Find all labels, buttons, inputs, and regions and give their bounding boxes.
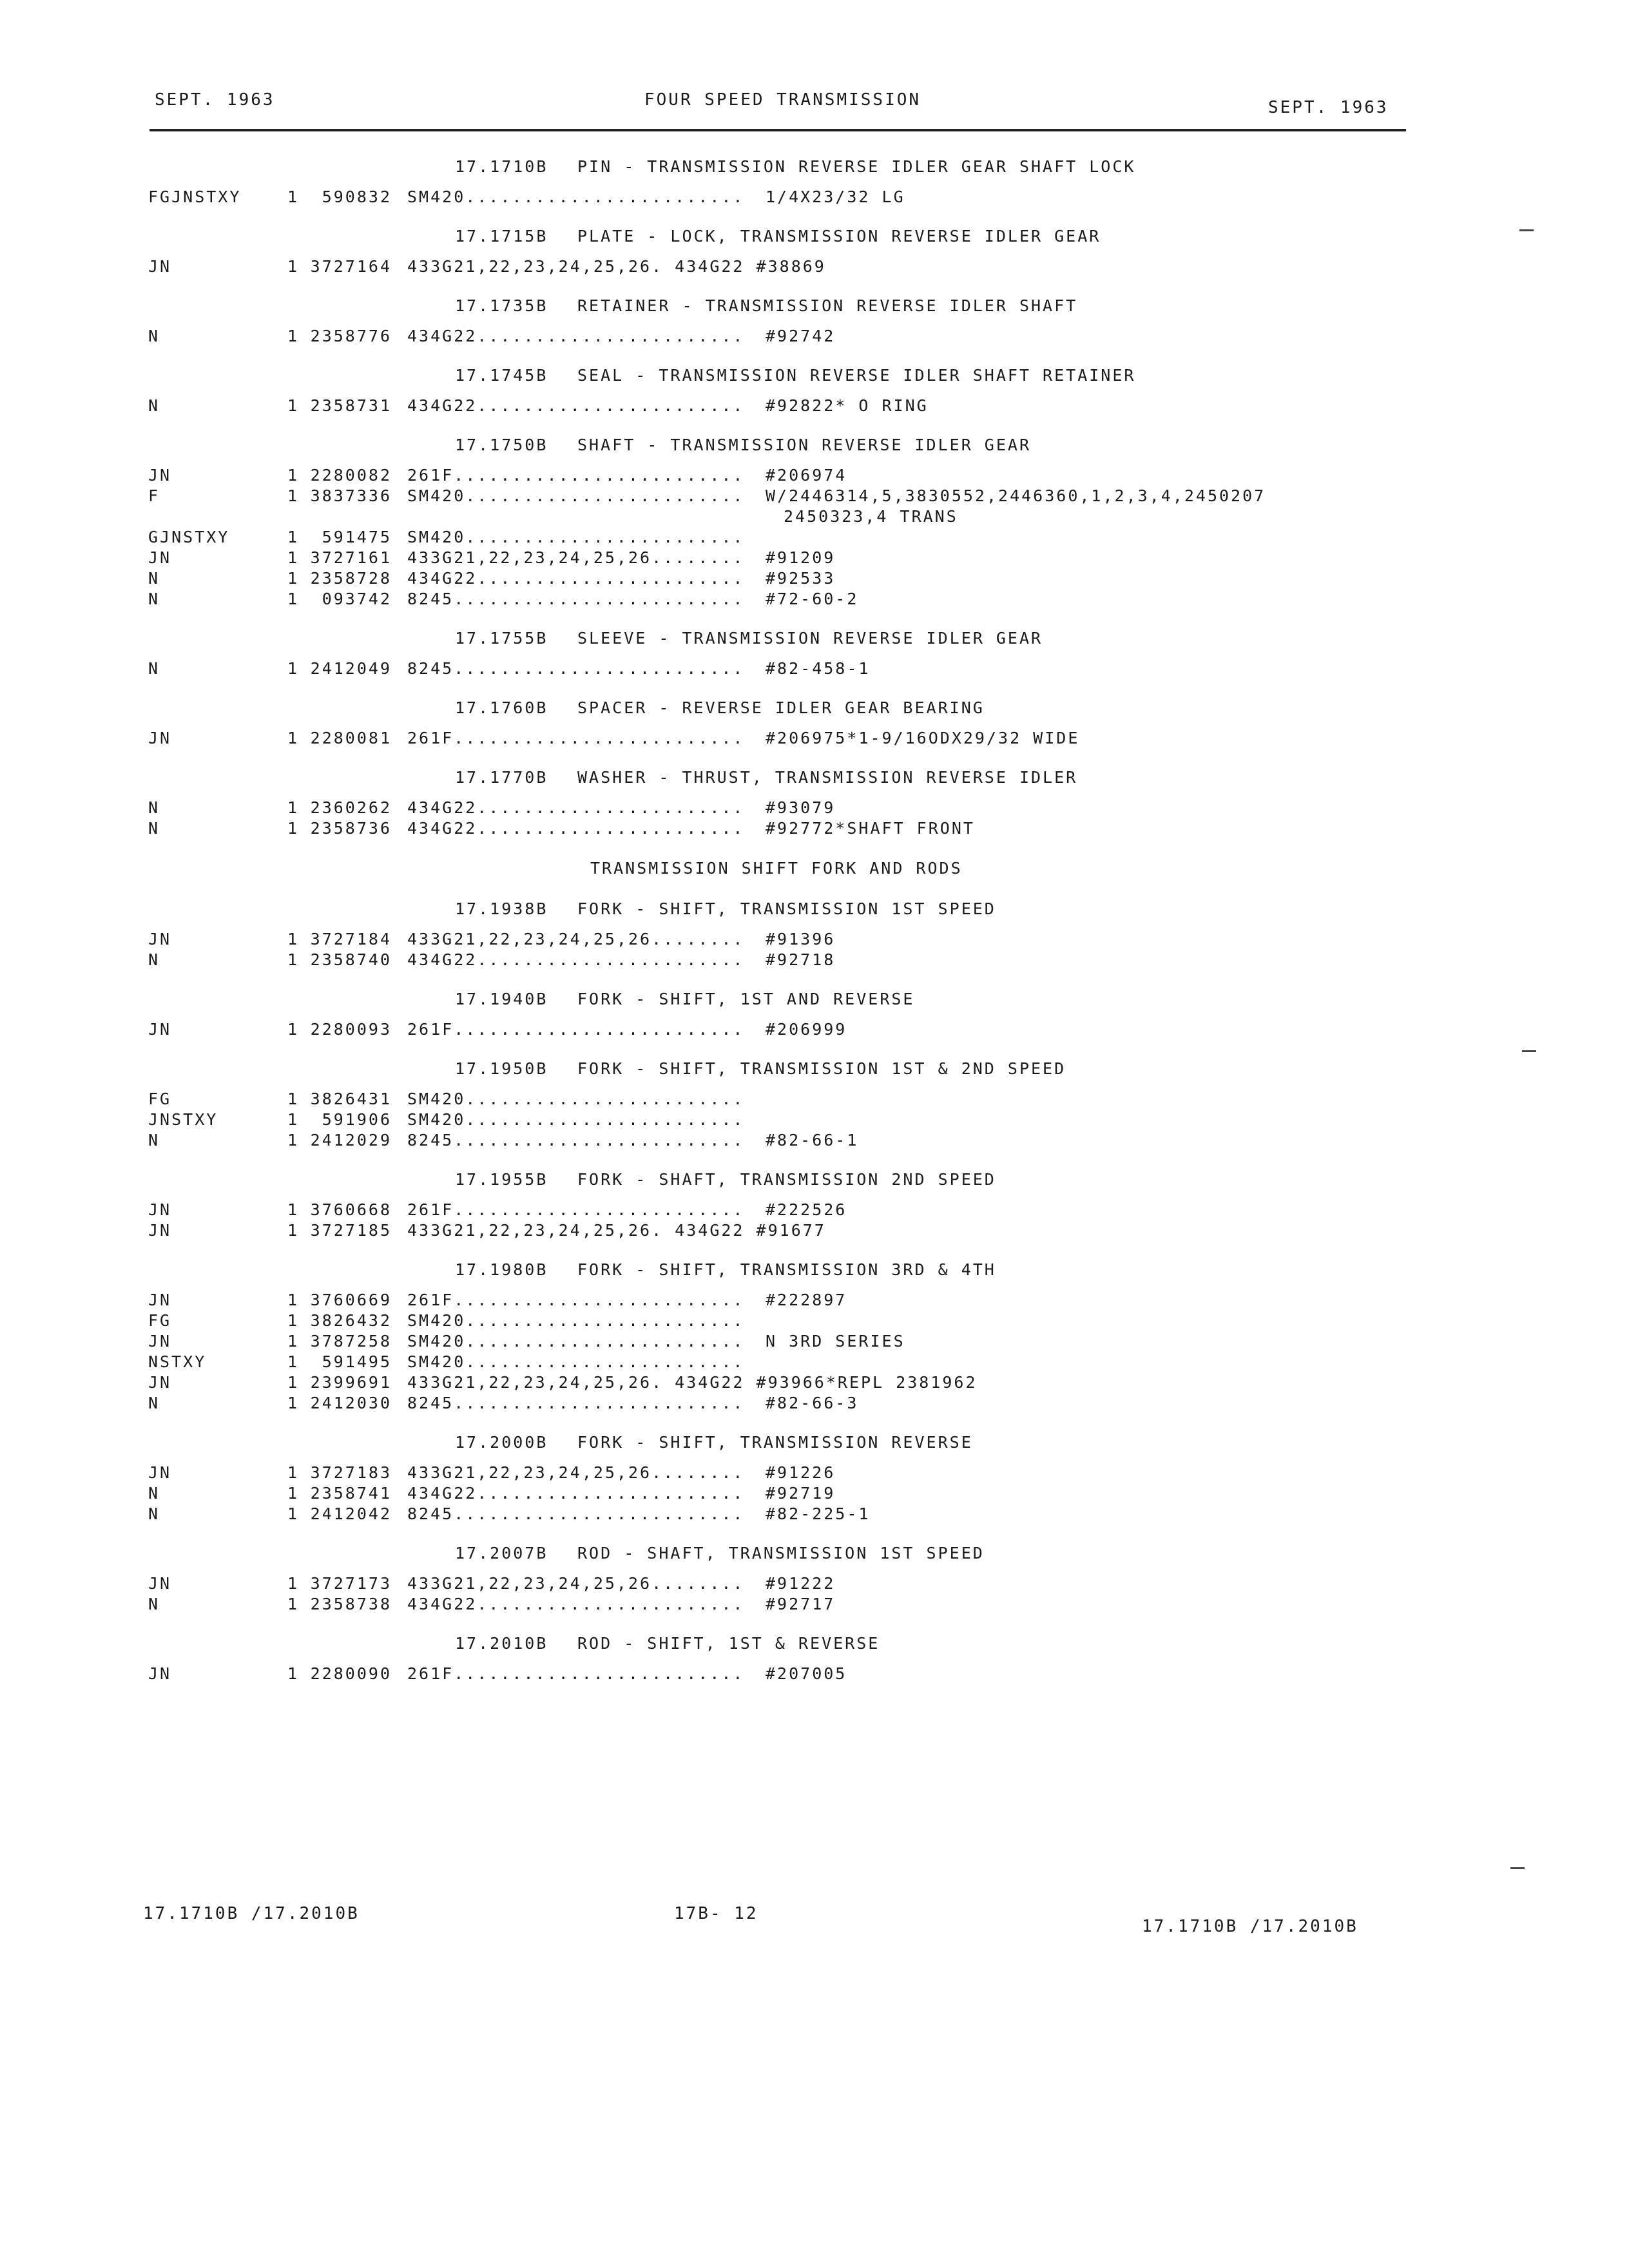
- section-description: FORK - SHIFT, TRANSMISSION 3RD & 4TH: [577, 1260, 996, 1279]
- applicability-codes: FGJNSTXY: [148, 187, 242, 206]
- part-row: [146, 1573, 1422, 1594]
- quantity: 1: [287, 1332, 300, 1350]
- part-note: #92772*SHAFT FRONT: [766, 819, 975, 838]
- quantity: 1: [287, 1463, 300, 1482]
- model-applicability: 261F.........................: [407, 466, 745, 485]
- quantity: 1: [287, 590, 300, 608]
- part-number: 591475: [322, 528, 392, 546]
- applicability-codes: N: [148, 1595, 160, 1613]
- part-row: [146, 1290, 1422, 1311]
- quantity: 1: [287, 1311, 300, 1330]
- part-row: [146, 568, 1422, 589]
- part-row: [146, 1019, 1422, 1040]
- applicability-codes: JNSTXY: [148, 1110, 218, 1129]
- part-row: [146, 1393, 1422, 1414]
- parts-section: [146, 889, 1422, 970]
- section-description: SPACER - REVERSE IDLER GEAR BEARING: [577, 698, 985, 717]
- applicability-codes: FG: [148, 1090, 172, 1108]
- quantity: 1: [287, 1221, 300, 1240]
- applicability-codes: JN: [148, 930, 172, 948]
- section-code: 17.2010B: [455, 1634, 548, 1653]
- section-description: ROD - SHIFT, 1ST & REVERSE: [577, 1634, 880, 1653]
- applicability-codes: N: [148, 819, 160, 838]
- model-applicability: 261F.........................: [407, 729, 745, 747]
- parts-section: [146, 286, 1422, 347]
- part-row: [146, 465, 1422, 486]
- model-applicability: SM420........................: [407, 1110, 745, 1129]
- applicability-codes: JN: [148, 1332, 172, 1350]
- part-note: #82-66-1: [766, 1131, 859, 1149]
- section-title: [146, 425, 1422, 465]
- part-row: [146, 506, 1422, 527]
- model-applicability: 261F.........................: [407, 1020, 745, 1039]
- part-row: [146, 929, 1422, 950]
- section-description: FORK - SHIFT, TRANSMISSION REVERSE: [577, 1433, 973, 1452]
- model-applicability: 434G22.......................: [407, 396, 745, 415]
- model-applicability: 8245.........................: [407, 590, 745, 608]
- part-row: [146, 486, 1422, 506]
- section-code: 17.1980B: [455, 1260, 548, 1279]
- model-applicability: 8245.........................: [407, 1131, 745, 1149]
- part-number: 3727183: [310, 1463, 392, 1482]
- part-row: [146, 396, 1422, 416]
- parts-section: [146, 1250, 1422, 1414]
- margin-mark: [1519, 229, 1534, 231]
- model-applicability: 434G22.......................: [407, 569, 745, 588]
- section-description: SHAFT - TRANSMISSION REVERSE IDLER GEAR: [577, 436, 1031, 454]
- model-applicability: SM420........................: [407, 187, 745, 206]
- part-row: [146, 1504, 1422, 1524]
- model-applicability: 8245.........................: [407, 659, 745, 678]
- section-code: 17.1770B: [455, 768, 548, 787]
- part-number: 2412030: [310, 1394, 392, 1412]
- footer-range-right: 17.1710B /17.2010B: [1142, 1917, 1358, 1936]
- applicability-codes: N: [148, 396, 160, 415]
- section-description: PLATE - LOCK, TRANSMISSION REVERSE IDLER GEAR: [577, 227, 1101, 245]
- model-applicability: SM420........................: [407, 1090, 745, 1108]
- applicability-codes: JN: [148, 257, 172, 276]
- quantity: 1: [287, 1484, 300, 1503]
- section-title: [146, 758, 1422, 798]
- part-number: 2358741: [310, 1484, 392, 1503]
- part-row: [146, 1089, 1422, 1110]
- model-applicability: SM420........................: [407, 486, 745, 505]
- section-title: [146, 1624, 1422, 1664]
- part-number: 3727173: [310, 1574, 392, 1593]
- section-code: 17.1715B: [455, 227, 548, 245]
- part-row: [146, 1664, 1422, 1684]
- margin-mark: [1522, 1050, 1536, 1052]
- section-description: PIN - TRANSMISSION REVERSE IDLER GEAR SHAFT LOCK: [577, 157, 1136, 176]
- section-description: FORK - SHIFT, TRANSMISSION 1ST & 2ND SPEED: [577, 1059, 1066, 1078]
- applicability-codes: N: [148, 1504, 160, 1523]
- section-code: 17.1760B: [455, 698, 548, 717]
- applicability-codes: FG: [148, 1311, 172, 1330]
- quantity: 1: [287, 819, 300, 838]
- part-row: [146, 1352, 1422, 1372]
- model-applicability: 434G22.......................: [407, 1484, 745, 1503]
- part-row: [146, 1311, 1422, 1331]
- quantity: 1: [287, 1020, 300, 1039]
- part-row: [146, 1110, 1422, 1130]
- parts-section: [146, 688, 1422, 749]
- part-number: 3760668: [310, 1200, 392, 1219]
- parts-section: [146, 1423, 1422, 1524]
- page-number: 17B- 12: [674, 1904, 758, 1923]
- part-note: W/2446314,5,3830552,2446360,1,2,3,4,2450207: [766, 486, 1266, 505]
- section-title: [146, 1250, 1422, 1290]
- section-code: 17.2007B: [455, 1544, 548, 1562]
- quantity: 1: [287, 1090, 300, 1108]
- part-number: 590832: [322, 187, 392, 206]
- part-note: #91222: [766, 1574, 836, 1593]
- part-note: #72-60-2: [766, 590, 859, 608]
- part-note: 1/4X23/32 LG: [766, 187, 905, 206]
- quantity: 1: [287, 1373, 300, 1392]
- quantity: 1: [287, 548, 300, 567]
- model-applicability: 8245.........................: [407, 1394, 745, 1412]
- part-note: #92742: [766, 327, 836, 345]
- section-code: 17.2000B: [455, 1433, 548, 1452]
- part-note: #206999: [766, 1020, 847, 1039]
- part-row: [146, 1200, 1422, 1220]
- section-description: FORK - SHAFT, TRANSMISSION 2ND SPEED: [577, 1170, 996, 1189]
- part-note: #91396: [766, 930, 836, 948]
- applicability-codes: JN: [148, 1020, 172, 1039]
- applicability-codes: JN: [148, 729, 172, 747]
- applicability-codes: N: [148, 590, 160, 608]
- part-note: #92717: [766, 1595, 836, 1613]
- quantity: 1: [287, 1110, 300, 1129]
- part-number: 2280082: [310, 466, 392, 485]
- section-title: [146, 147, 1422, 187]
- part-number: 2399691: [310, 1373, 392, 1392]
- applicability-codes: JN: [148, 1221, 172, 1240]
- part-note: 2450323,4 TRANS: [784, 507, 958, 526]
- model-applicability: 8245.........................: [407, 1504, 745, 1523]
- model-applicability: 261F.........................: [407, 1200, 745, 1219]
- part-number: 3727161: [310, 548, 392, 567]
- applicability-codes: JN: [148, 466, 172, 485]
- section-description: ROD - SHAFT, TRANSMISSION 1ST SPEED: [577, 1544, 985, 1562]
- model-applicability: 434G22.......................: [407, 798, 745, 817]
- part-number: 3727184: [310, 930, 392, 948]
- section-title: [146, 688, 1422, 728]
- part-number: 3727185: [310, 1221, 392, 1240]
- part-note: #93079: [766, 798, 836, 817]
- section-description: FORK - SHIFT, 1ST AND REVERSE: [577, 990, 915, 1008]
- part-row: [146, 950, 1422, 970]
- applicability-codes: N: [148, 1484, 160, 1503]
- section-title: [146, 1423, 1422, 1463]
- applicability-codes: N: [148, 327, 160, 345]
- group-heading: TRANSMISSION SHIFT FORK AND RODS: [590, 859, 963, 878]
- part-row: [146, 527, 1422, 548]
- quantity: 1: [287, 187, 300, 206]
- section-code: 17.1745B: [455, 366, 548, 385]
- model-applicability: 433G21,22,23,24,25,26........: [407, 1574, 745, 1593]
- section-code: 17.1955B: [455, 1170, 548, 1189]
- footer-range-left: 17.1710B /17.2010B: [143, 1904, 360, 1923]
- part-row: [146, 1130, 1422, 1151]
- parts-section: [146, 425, 1422, 610]
- model-applicability: 433G21,22,23,24,25,26........: [407, 548, 745, 567]
- part-number: 591906: [322, 1110, 392, 1129]
- part-row: [146, 728, 1422, 749]
- header-rule: [149, 129, 1406, 131]
- quantity: 1: [287, 569, 300, 588]
- quantity: 1: [287, 396, 300, 415]
- part-note: #206975*1-9/16ODX29/32 WIDE: [766, 729, 1080, 747]
- part-number: 2360262: [310, 798, 392, 817]
- model-applicability: SM420........................: [407, 1332, 745, 1350]
- part-number: 2358776: [310, 327, 392, 345]
- margin-mark: [1510, 1867, 1525, 1869]
- part-number: 3760669: [310, 1291, 392, 1309]
- quantity: 1: [287, 1574, 300, 1593]
- part-number: 093742: [322, 590, 392, 608]
- parts-section: [146, 1624, 1422, 1684]
- applicability-codes: JN: [148, 548, 172, 567]
- part-number: 2280081: [310, 729, 392, 747]
- part-row: [146, 1220, 1422, 1241]
- part-number: 2280093: [310, 1020, 392, 1039]
- part-note: #82-225-1: [766, 1504, 871, 1523]
- part-row: [146, 1331, 1422, 1352]
- part-number: 2358738: [310, 1595, 392, 1613]
- applicability-codes: N: [148, 950, 160, 969]
- part-row: [146, 1483, 1422, 1504]
- part-note: N 3RD SERIES: [766, 1332, 905, 1350]
- quantity: 1: [287, 257, 300, 276]
- parts-section: [146, 356, 1422, 416]
- parts-list: [146, 147, 1422, 1693]
- part-row: [146, 1372, 1422, 1393]
- section-title: [146, 356, 1422, 396]
- part-number: 3826432: [310, 1311, 392, 1330]
- quantity: 1: [287, 486, 300, 505]
- model-applicability: 434G22.......................: [407, 819, 745, 838]
- quantity: 1: [287, 1131, 300, 1149]
- section-code: 17.1750B: [455, 436, 548, 454]
- applicability-codes: NSTXY: [148, 1352, 207, 1371]
- applicability-codes: JN: [148, 1574, 172, 1593]
- section-code: 17.1755B: [455, 629, 548, 648]
- part-note: #92719: [766, 1484, 836, 1503]
- section-title: [146, 1533, 1422, 1573]
- model-applicability: 433G21,22,23,24,25,26. 434G22 #91677: [407, 1221, 826, 1240]
- part-number: 3837336: [310, 486, 392, 505]
- model-applicability: 434G22.......................: [407, 950, 745, 969]
- part-row: [146, 256, 1422, 277]
- section-title: [146, 889, 1422, 929]
- quantity: 1: [287, 1291, 300, 1309]
- model-applicability: 433G21,22,23,24,25,26........: [407, 930, 745, 948]
- part-number: 3826431: [310, 1090, 392, 1108]
- part-row: [146, 658, 1422, 679]
- page-title: FOUR SPEED TRANSMISSION: [644, 90, 921, 110]
- part-number: 2280090: [310, 1664, 392, 1683]
- section-title: [146, 1160, 1422, 1200]
- quantity: 1: [287, 930, 300, 948]
- part-number: 2358731: [310, 396, 392, 415]
- model-applicability: SM420........................: [407, 1352, 745, 1371]
- parts-section: [146, 216, 1422, 277]
- applicability-codes: N: [148, 1394, 160, 1412]
- quantity: 1: [287, 659, 300, 678]
- header-date-left: SEPT. 1963: [155, 90, 275, 110]
- parts-section: [146, 619, 1422, 679]
- quantity: 1: [287, 327, 300, 345]
- parts-section: [146, 1160, 1422, 1241]
- model-applicability: 261F.........................: [407, 1291, 745, 1309]
- part-note: #91226: [766, 1463, 836, 1482]
- part-row: [146, 1594, 1422, 1615]
- quantity: 1: [287, 798, 300, 817]
- applicability-codes: N: [148, 798, 160, 817]
- part-number: 2358740: [310, 950, 392, 969]
- section-code: 17.1950B: [455, 1059, 548, 1078]
- section-title: [146, 1049, 1422, 1089]
- applicability-codes: JN: [148, 1664, 172, 1683]
- applicability-codes: N: [148, 659, 160, 678]
- section-code: 17.1938B: [455, 899, 548, 918]
- section-code: 17.1940B: [455, 990, 548, 1008]
- header-date-right: SEPT. 1963: [1268, 98, 1389, 117]
- part-note: #92822* O RING: [766, 396, 929, 415]
- part-note: #206974: [766, 466, 847, 485]
- part-note: #91209: [766, 548, 836, 567]
- part-note: #222526: [766, 1200, 847, 1219]
- part-row: [146, 798, 1422, 818]
- parts-section: [146, 147, 1422, 207]
- part-number: 3787258: [310, 1332, 392, 1350]
- applicability-codes: N: [148, 569, 160, 588]
- applicability-codes: GJNSTXY: [148, 528, 230, 546]
- section-title: [146, 216, 1422, 256]
- quantity: 1: [287, 1664, 300, 1683]
- part-number: 2412029: [310, 1131, 392, 1149]
- model-applicability: 434G22.......................: [407, 1595, 745, 1613]
- quantity: 1: [287, 1394, 300, 1412]
- part-number: 3727164: [310, 257, 392, 276]
- quantity: 1: [287, 950, 300, 969]
- section-title: [146, 286, 1422, 326]
- applicability-codes: N: [148, 1131, 160, 1149]
- quantity: 1: [287, 1352, 300, 1371]
- model-applicability: 434G22.......................: [407, 327, 745, 345]
- parts-section: [146, 1533, 1422, 1615]
- section-description: SLEEVE - TRANSMISSION REVERSE IDLER GEAR: [577, 629, 1043, 648]
- part-row: [146, 187, 1422, 207]
- applicability-codes: JN: [148, 1463, 172, 1482]
- part-note: #92718: [766, 950, 836, 969]
- part-note: #92533: [766, 569, 836, 588]
- section-description: FORK - SHIFT, TRANSMISSION 1ST SPEED: [577, 899, 996, 918]
- quantity: 1: [287, 1595, 300, 1613]
- section-description: WASHER - THRUST, TRANSMISSION REVERSE IDLER: [577, 768, 1078, 787]
- model-applicability: 433G21,22,23,24,25,26. 434G22 #93966*REPL 2381962: [407, 1373, 978, 1392]
- section-description: RETAINER - TRANSMISSION REVERSE IDLER SHAFT: [577, 296, 1078, 315]
- part-note: #82-66-3: [766, 1394, 859, 1412]
- part-row: [146, 326, 1422, 347]
- section-code: 17.1735B: [455, 296, 548, 315]
- applicability-codes: JN: [148, 1200, 172, 1219]
- part-number: 2412049: [310, 659, 392, 678]
- parts-section: [146, 979, 1422, 1040]
- quantity: 1: [287, 1200, 300, 1219]
- applicability-codes: JN: [148, 1373, 172, 1392]
- model-applicability: 261F.........................: [407, 1664, 745, 1683]
- quantity: 1: [287, 528, 300, 546]
- model-applicability: 433G21,22,23,24,25,26........: [407, 1463, 745, 1482]
- section-title: [146, 979, 1422, 1019]
- part-row: [146, 589, 1422, 610]
- model-applicability: SM420........................: [407, 1311, 745, 1330]
- part-note: #207005: [766, 1664, 847, 1683]
- part-number: 2358736: [310, 819, 392, 838]
- part-note: #82-458-1: [766, 659, 871, 678]
- section-title: [146, 619, 1422, 658]
- part-row: [146, 1463, 1422, 1483]
- part-number: 591495: [322, 1352, 392, 1371]
- parts-section: [146, 758, 1422, 839]
- section-description: SEAL - TRANSMISSION REVERSE IDLER SHAFT RETAINER: [577, 366, 1136, 385]
- part-note: #222897: [766, 1291, 847, 1309]
- part-number: 2412042: [310, 1504, 392, 1523]
- parts-section: [146, 1049, 1422, 1151]
- quantity: 1: [287, 1504, 300, 1523]
- part-row: [146, 548, 1422, 568]
- part-number: 2358728: [310, 569, 392, 588]
- model-applicability: SM420........................: [407, 528, 745, 546]
- quantity: 1: [287, 466, 300, 485]
- part-row: [146, 818, 1422, 839]
- applicability-codes: F: [148, 486, 160, 505]
- section-code: 17.1710B: [455, 157, 548, 176]
- applicability-codes: JN: [148, 1291, 172, 1309]
- model-applicability: 433G21,22,23,24,25,26. 434G22 #38869: [407, 257, 826, 276]
- quantity: 1: [287, 729, 300, 747]
